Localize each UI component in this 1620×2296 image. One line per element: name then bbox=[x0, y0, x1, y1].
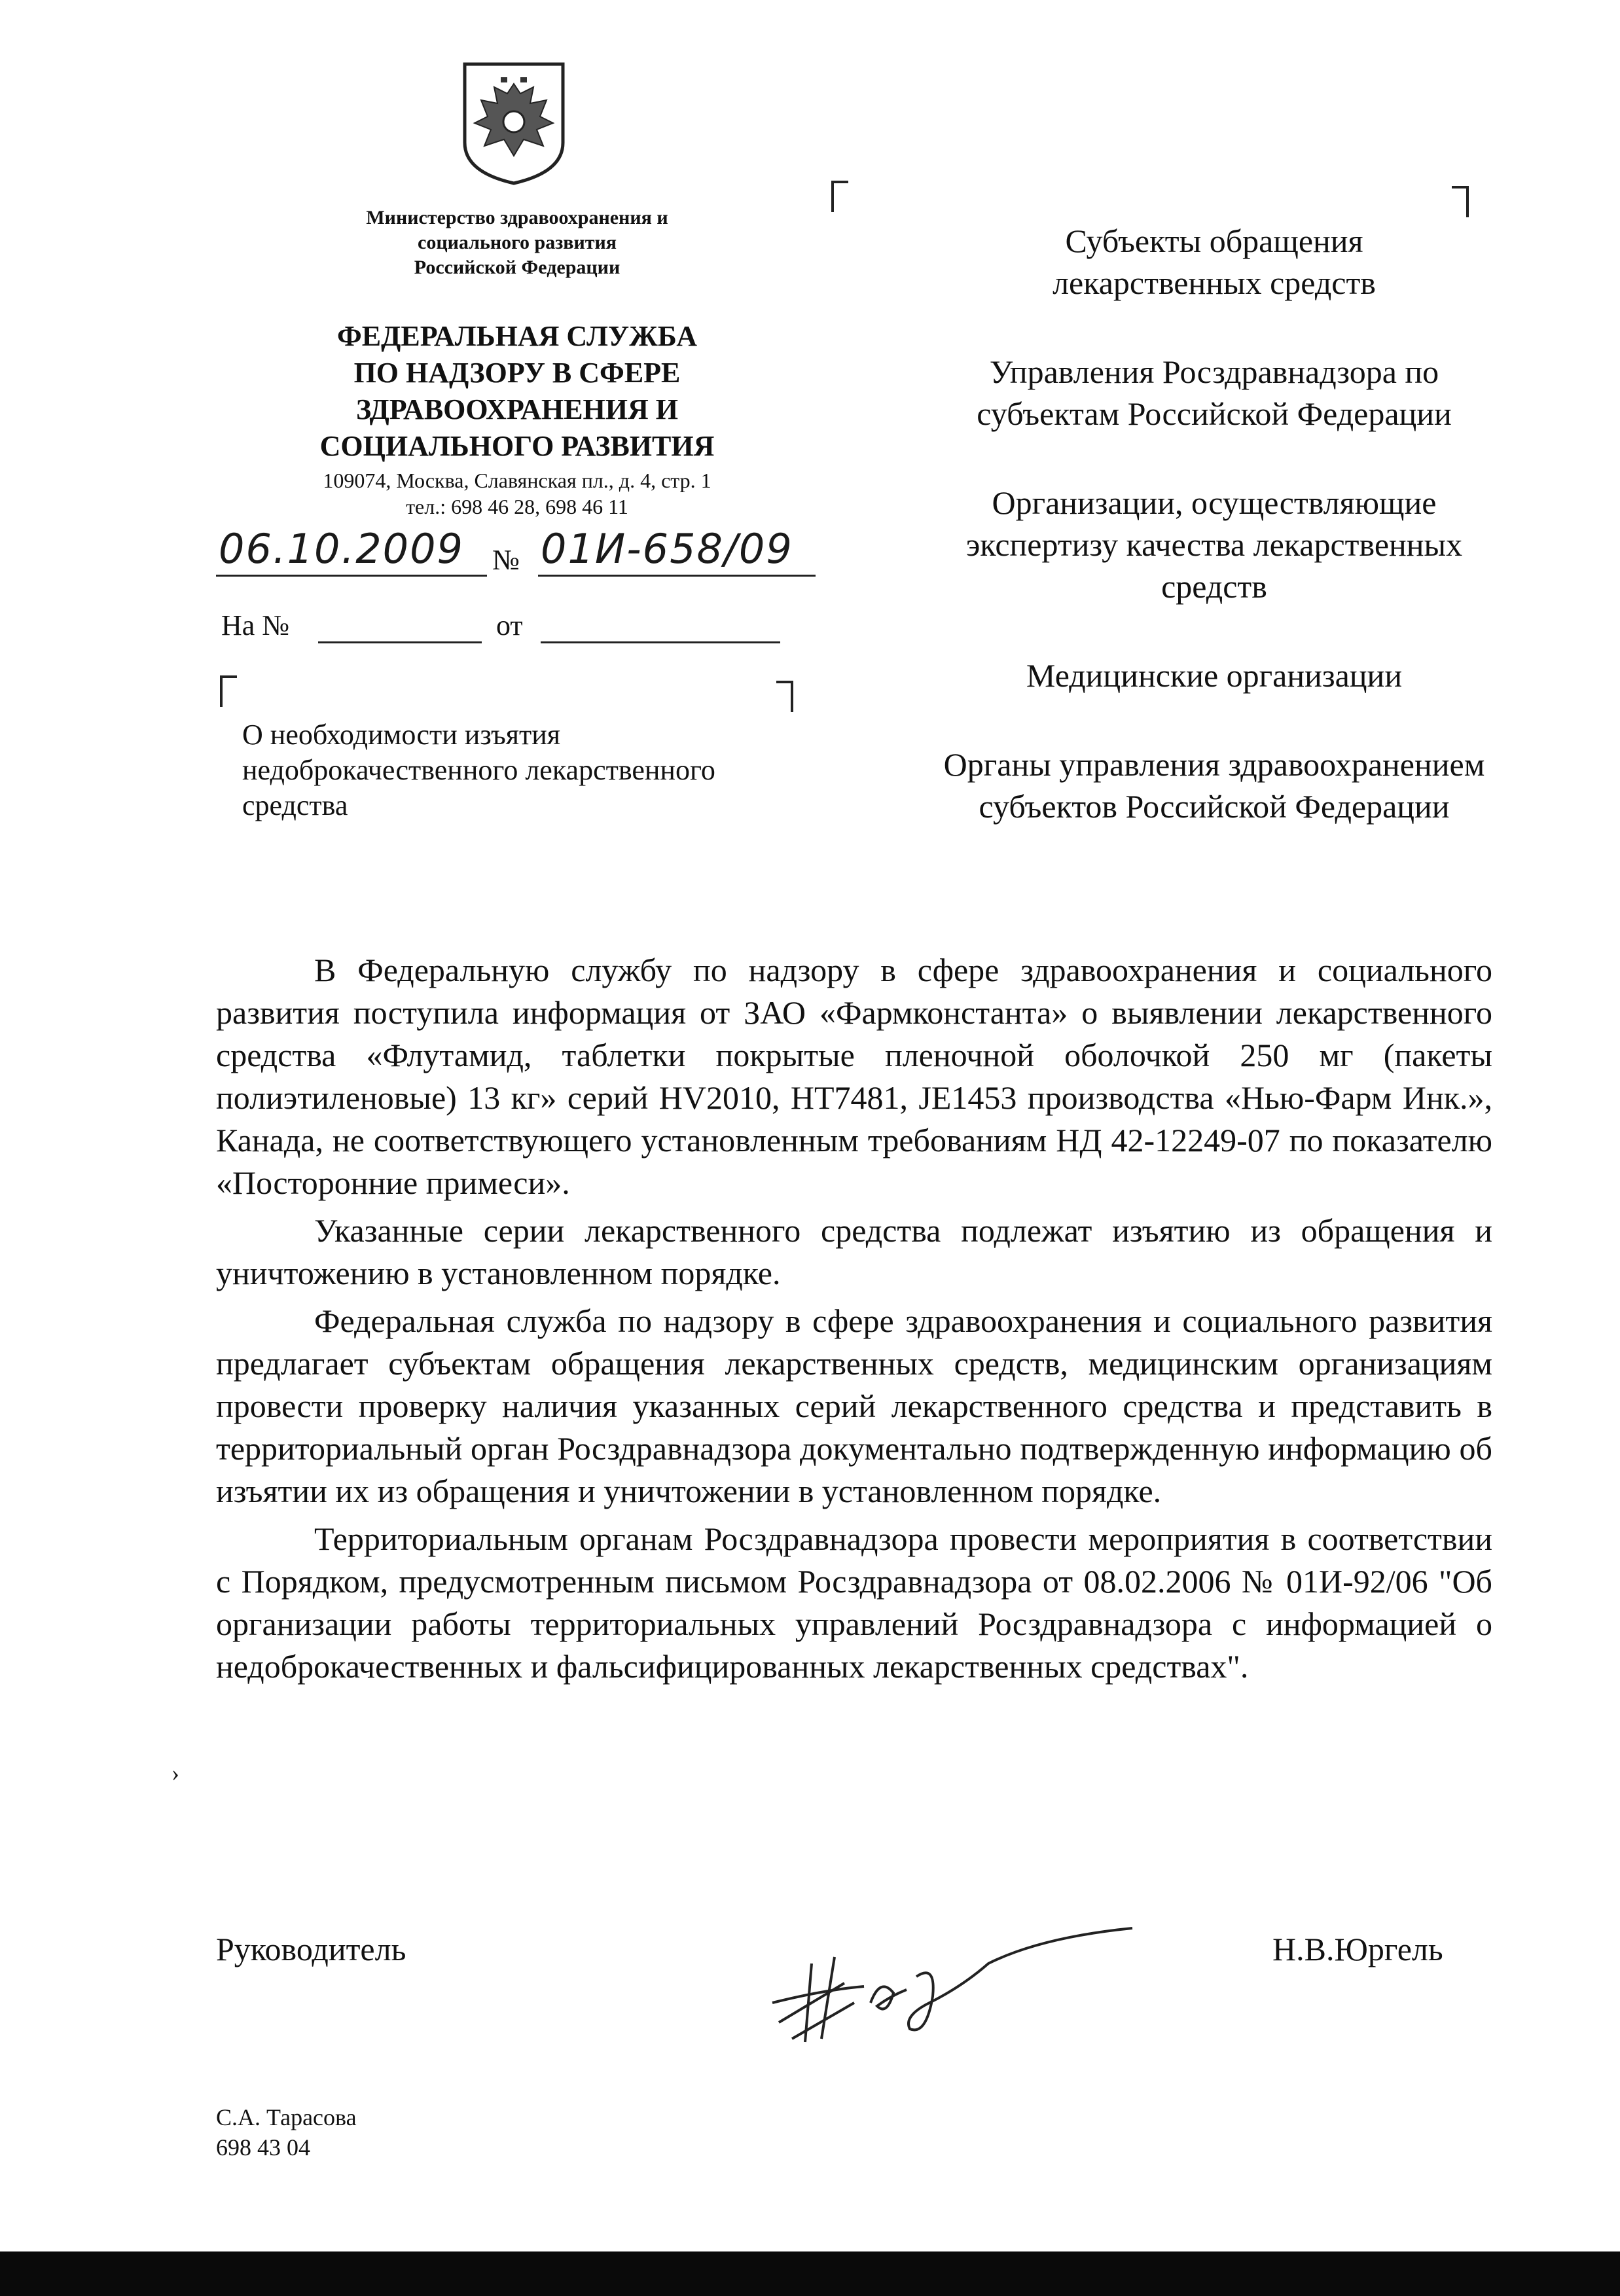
reply-date-line bbox=[541, 609, 780, 643]
subject-line: О необходимости изъятия bbox=[242, 719, 560, 751]
addressee-line: Медицинские организации bbox=[1026, 657, 1403, 694]
body-paragraph: Федеральная служба по надзору в сфере здравоохранения и социального развития предлагает субъектам обращения лекарственных средств, медицинским организациям провести проверку наличия указанных серий лекарственного средства и представить в территориальный орган Росздравнадзора документально подтвержденную информацию об изъятии их из обращения и уничтожении в установленном порядке. bbox=[216, 1302, 1492, 1509]
ministry-line: Российской Федерации bbox=[414, 257, 621, 278]
addressee-line: лекарственных средств bbox=[1053, 264, 1376, 301]
addressee-bracket-left bbox=[831, 181, 848, 212]
ministry-name bbox=[288, 206, 746, 280]
addressee-line: Организации, осуществляющие bbox=[992, 484, 1437, 521]
number-sign: № bbox=[492, 544, 520, 576]
signatory-name: Н.В.Юргель bbox=[1272, 1931, 1443, 1967]
ministry-line: социального развития bbox=[418, 232, 617, 253]
addressee-block bbox=[844, 482, 1584, 607]
reply-number-line bbox=[318, 609, 482, 643]
margin-mark: › bbox=[171, 1760, 179, 1786]
letter-body bbox=[216, 949, 1492, 1688]
ministry-line: Министерство здравоохранения и bbox=[366, 207, 668, 228]
addressee-block bbox=[844, 744, 1584, 827]
addressee-block bbox=[844, 220, 1584, 304]
service-line: ЗДРАВООХРАНЕНИЯ И bbox=[355, 393, 678, 425]
service-line: ФЕДЕРАЛЬНАЯ СЛУЖБА bbox=[337, 320, 697, 352]
reply-label: На № bbox=[221, 609, 290, 641]
phone-line: тел.: 698 46 28, 698 46 11 bbox=[406, 495, 628, 518]
handwritten-signature bbox=[766, 1924, 1145, 2055]
body-paragraph: Территориальным органам Росздравнадзора провести мероприятия в соответствии с Порядком, предусмотренным письмом Росздравнадзора от 08.02.2006 № 01И-92/06 "Об организации работы территориальных управлений Росздравнадзора с информацией о недоброкачественных и фальсифицированных лекарственных средствах". bbox=[216, 1520, 1492, 1685]
address-line: 109074, Москва, Славянская пл., д. 4, стр. 1 bbox=[323, 469, 711, 492]
subject bbox=[242, 717, 818, 823]
coat-of-arms-emblem bbox=[458, 58, 569, 188]
addressee-bracket-right bbox=[1452, 186, 1469, 217]
addressee-line: экспертизу качества лекарственных bbox=[965, 526, 1463, 563]
addressee-block bbox=[844, 655, 1584, 696]
service-line: СОЦИАЛЬНОГО РАЗВИТИЯ bbox=[319, 430, 715, 462]
subject-line: средства bbox=[242, 789, 348, 821]
signatory-position: Руководитель bbox=[216, 1931, 406, 1967]
addressee-line: Субъекты обращения bbox=[1065, 223, 1363, 259]
executor-name: С.А. Тарасова bbox=[216, 2104, 357, 2130]
subject-line: недоброкачественного лекарственного bbox=[242, 754, 715, 786]
executor-block bbox=[216, 2102, 357, 2162]
addressee-block bbox=[844, 351, 1584, 435]
service-address bbox=[262, 467, 772, 520]
executor-phone: 698 43 04 bbox=[216, 2134, 310, 2161]
addressee-line: субъектам Российской Федерации bbox=[977, 395, 1452, 432]
addressee-line: Управления Росздравнадзора по bbox=[989, 353, 1439, 390]
registration-date: 06.10.2009 bbox=[216, 525, 487, 577]
addressee-line: субъектов Российской Федерации bbox=[979, 788, 1450, 825]
body-paragraph: В Федеральную службу по надзору в сфере здравоохранения и социального развития поступила информация от ЗАО «Фармконстанта» о выявлении лекарственного средства «Флутамид, таблетки покрытые пленочной оболочкой 250 мг (пакеты полиэтиленовые) 13 кг» серий HV2010, HT7481, JE1453 производства «Нью-Фарм Инк.», Канада, не соответствующего установленным требованиям НД 42-12249-07 по показателю «Посторонние примеси». bbox=[216, 952, 1492, 1201]
registration-number: 01И-658/09 bbox=[538, 525, 816, 577]
scan-edge-band bbox=[0, 2251, 1620, 2296]
addressee-line: Органы управления здравоохранением bbox=[943, 746, 1485, 783]
body-paragraph: Указанные серии лекарственного средства подлежат изъятию из обращения и уничтожению в установленном порядке. bbox=[216, 1212, 1492, 1291]
subject-bracket-right bbox=[776, 681, 793, 712]
subject-bracket-left bbox=[220, 675, 237, 707]
from-label: от bbox=[496, 609, 523, 641]
service-name bbox=[262, 318, 772, 465]
service-line: ПО НАДЗОРУ В СФЕРЕ bbox=[353, 357, 681, 389]
addressee-line: средств bbox=[1161, 568, 1267, 605]
